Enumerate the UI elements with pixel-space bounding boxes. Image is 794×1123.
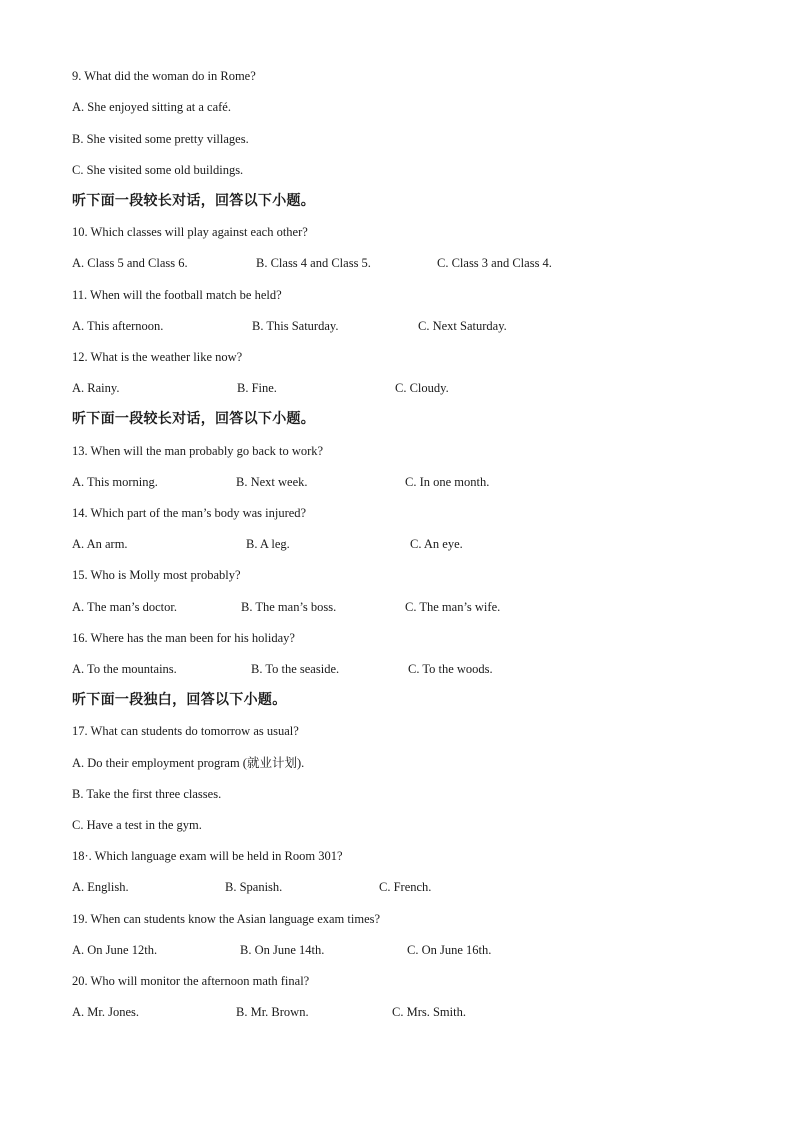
question-10-stem: 10. Which classes will play against each other? — [72, 225, 308, 239]
question-14-options — [72, 536, 772, 552]
question-20-stem: 20. Who will monitor the afternoon math final? — [72, 974, 310, 988]
question-13-option-b: B. Next week. — [236, 475, 308, 489]
question-15-option-b: B. The man’s boss. — [241, 600, 337, 614]
question-16-option-c: C. To the woods. — [408, 662, 493, 676]
question-10-option-c: C. Class 3 and Class 4. — [437, 256, 552, 270]
question-14-option-a: A. An arm. — [72, 537, 128, 551]
question-17-option-c: C. Have a test in the gym. — [72, 818, 202, 832]
question-16-option-b: B. To the seaside. — [251, 662, 340, 676]
question-17-stem: 17. What can students do tomorrow as usual? — [72, 724, 299, 738]
question-14-option-c: C. An eye. — [410, 537, 463, 551]
question-18-option-a: A. English. — [72, 880, 129, 894]
question-18-option-c: C. French. — [379, 880, 432, 894]
question-12-option-c: C. Cloudy. — [395, 381, 449, 395]
question-17-option-a: A. Do their employment program (就业计划). — [72, 756, 305, 770]
question-13-option-c: C. In one month. — [405, 475, 490, 489]
section-heading-monologue: 听下面一段独白，回答以下小题。 — [72, 692, 287, 708]
question-11-option-a: A. This afternoon. — [72, 319, 164, 333]
question-15-options — [72, 599, 772, 615]
question-20-option-a: A. Mr. Jones. — [72, 1005, 140, 1019]
question-11-option-b: B. This Saturday. — [252, 319, 339, 333]
question-18-option-b: B. Spanish. — [225, 880, 283, 894]
question-10-options — [72, 255, 772, 271]
question-12-options — [72, 380, 772, 396]
question-17-option-b: B. Take the first three classes. — [72, 787, 222, 801]
question-16-stem: 16. Where has the man been for his holiday? — [72, 631, 295, 645]
question-20-option-b: B. Mr. Brown. — [236, 1005, 309, 1019]
question-9-option-c: C. She visited some old buildings. — [72, 163, 244, 177]
question-15-option-a: A. The man’s doctor. — [72, 600, 177, 614]
question-15-option-c: C. The man’s wife. — [405, 600, 501, 614]
question-20-options — [72, 1004, 772, 1020]
question-9-option-b: B. She visited some pretty villages. — [72, 132, 249, 146]
question-19-stem: 19. When can students know the Asian language exam times? — [72, 912, 381, 926]
question-11-option-c: C. Next Saturday. — [418, 319, 507, 333]
question-9-option-a: A. She enjoyed sitting at a café. — [72, 100, 231, 114]
question-11-stem: 11. When will the football match be held? — [72, 288, 282, 302]
question-14-stem: 14. Which part of the man’s body was injured? — [72, 506, 307, 520]
question-13-stem: 13. When will the man probably go back to work? — [72, 444, 324, 458]
question-19-option-a: A. On June 12th. — [72, 943, 158, 957]
question-18-stem: 18·. Which language exam will be held in Room 301? — [72, 849, 343, 863]
question-16-option-a: A. To the mountains. — [72, 662, 177, 676]
question-10-option-b: B. Class 4 and Class 5. — [256, 256, 371, 270]
question-13-options — [72, 474, 772, 490]
question-19-option-c: C. On June 16th. — [407, 943, 492, 957]
question-12-option-b: B. Fine. — [237, 381, 277, 395]
question-9-stem: 9. What did the woman do in Rome? — [72, 69, 256, 83]
question-12-option-a: A. Rainy. — [72, 381, 120, 395]
question-15-stem: 15. Who is Molly most probably? — [72, 568, 241, 582]
question-12-stem: 12. What is the weather like now? — [72, 350, 243, 364]
question-18-options — [72, 879, 772, 895]
question-14-option-b: B. A leg. — [246, 537, 290, 551]
question-13-option-a: A. This morning. — [72, 475, 158, 489]
question-19-options — [72, 942, 772, 958]
question-19-option-b: B. On June 14th. — [240, 943, 325, 957]
question-11-options — [72, 318, 772, 334]
question-16-options — [72, 661, 772, 677]
section-heading-long-dialogue: 听下面一段较长对话，回答以下小题。 — [72, 193, 316, 209]
question-10-option-a: A. Class 5 and Class 6. — [72, 256, 188, 270]
section-heading-long-dialogue: 听下面一段较长对话，回答以下小题。 — [72, 411, 316, 427]
question-20-option-c: C. Mrs. Smith. — [392, 1005, 466, 1019]
